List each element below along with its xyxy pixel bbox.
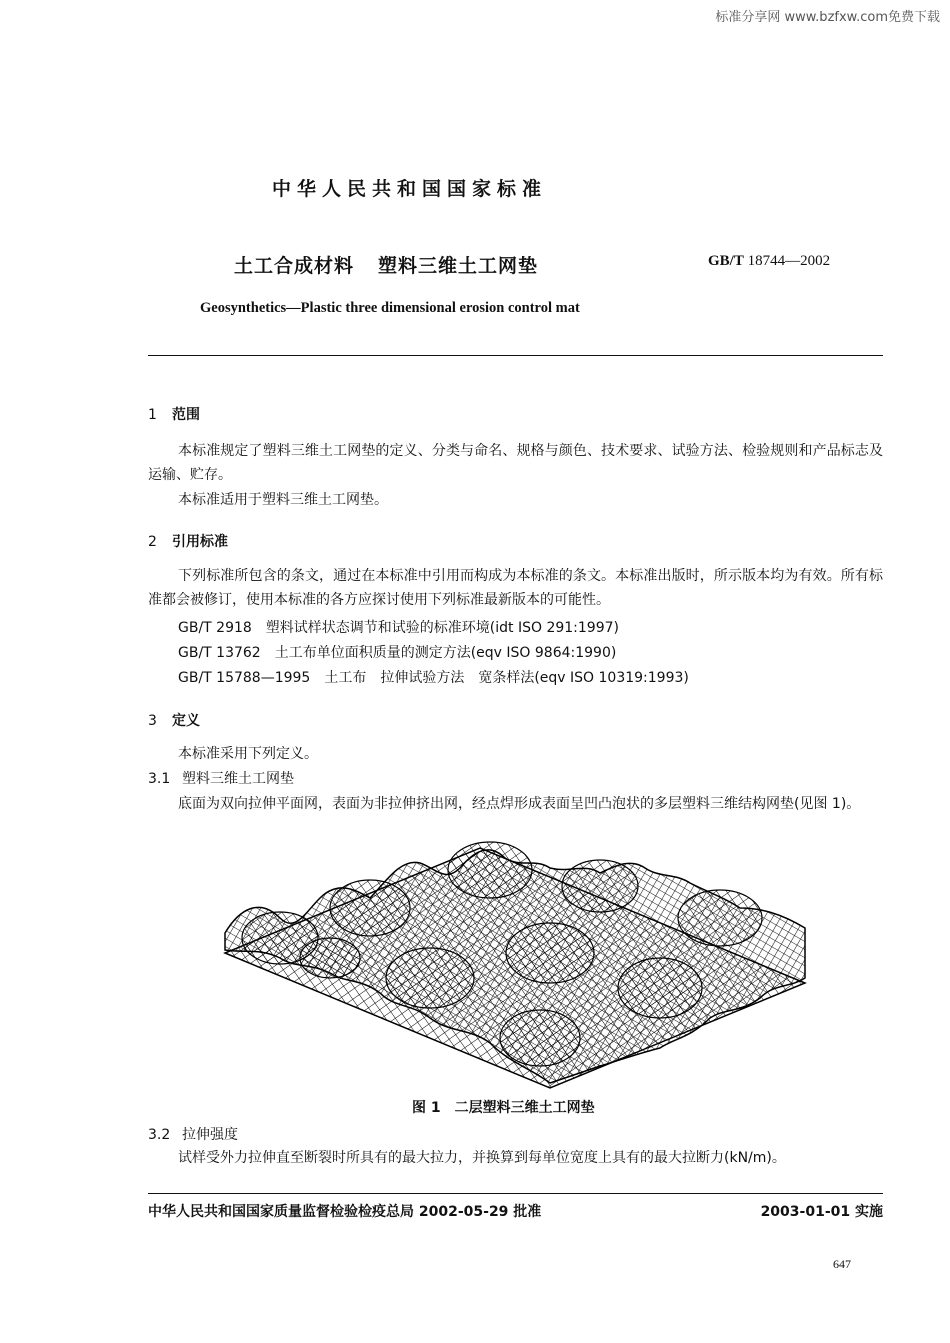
subsection-3-2-title: 拉伸强度 <box>182 1127 238 1143</box>
mat-bubble <box>506 923 594 983</box>
section-1-title: 范围 <box>172 407 200 423</box>
section-3-heading <box>148 710 200 730</box>
mat-bubble <box>386 948 474 1008</box>
section-2-heading <box>148 531 228 551</box>
reference-item: GB/T 2918 塑料试样状态调节和试验的标准环境(idt ISO 291:1997) <box>178 620 619 636</box>
section-3-number: 3 <box>148 713 157 729</box>
section-2-paragraph-1: 下列标准所包含的条文，通过在本标准中引用而构成为本标准的条文。本标准出版时，所示版本均为有效。所有标准都会被修订，使用本标准的各方应探讨使用下列标准最新版本的可能性。 <box>148 568 883 608</box>
section-2-number: 2 <box>148 534 157 550</box>
mat-bubble <box>448 842 532 898</box>
title-part-2: 塑料三维土工网垫 <box>378 255 539 277</box>
figure-3d-mat-illustration <box>220 838 810 1093</box>
document-title <box>234 251 538 278</box>
standard-code-prefix: GB/T <box>708 253 744 269</box>
mat-bubble <box>618 958 702 1018</box>
standard-code <box>708 253 830 270</box>
footer-divider <box>148 1193 883 1194</box>
effective-date: 2003-01-01 实施 <box>760 1204 883 1220</box>
title-part-1: 土工合成材料 <box>234 255 355 277</box>
mat-bubble <box>678 890 762 946</box>
section-2-title: 引用标准 <box>172 534 228 550</box>
section-1-number: 1 <box>148 407 157 423</box>
subsection-3-1-title: 塑料三维土工网垫 <box>182 771 294 787</box>
watermark-text: 标准分享网 www.bzfxw.com免费下载 <box>715 10 940 25</box>
section-1-heading <box>148 404 200 424</box>
section-1-paragraph-2: 本标准适用于塑料三维土工网垫。 <box>178 492 388 508</box>
mat-bubble <box>300 938 360 978</box>
national-standard-heading: 中华人民共和国国家标准 <box>272 178 548 200</box>
english-title: Geosynthetics—Plastic three dimensional erosion control mat <box>200 300 580 316</box>
figure-caption: 图 1 二层塑料三维土工网垫 <box>412 1100 595 1116</box>
section-3-title: 定义 <box>172 713 200 729</box>
mat-bubble <box>500 1010 580 1066</box>
mat-bubble <box>562 860 638 912</box>
reference-item: GB/T 13762 土工布单位面积质量的测定方法(eqv ISO 9864:1990) <box>178 645 617 661</box>
section-1-paragraph-1: 本标准规定了塑料三维土工网垫的定义、分类与命名、规格与颜色、技术要求、试验方法、检验规则和产品标志及运输、贮存。 <box>148 443 883 483</box>
approval-line: 中华人民共和国国家质量监督检验检疫总局 2002-05-29 批准 <box>148 1204 542 1220</box>
header-divider <box>148 355 883 356</box>
subsection-3-2-number: 3.2 <box>148 1127 171 1143</box>
subsection-3-1-text: 底面为双向拉伸平面网，表面为非拉伸挤出网，经点焊形成表面呈凹凸泡状的多层塑料三维结构网垫(见图 1)。 <box>178 796 861 812</box>
page-number: 647 <box>833 1257 851 1271</box>
subsection-3-1-number: 3.1 <box>148 771 171 787</box>
reference-item: GB/T 15788—1995 土工布 拉伸试验方法 宽条样法(eqv ISO 10319:1993) <box>178 670 689 686</box>
standard-code-number: 18744—2002 <box>747 253 831 269</box>
subsection-3-2-heading <box>148 1124 238 1144</box>
section-3-paragraph-1: 本标准采用下列定义。 <box>178 746 318 762</box>
subsection-3-1-heading <box>148 768 294 788</box>
mat-bubble <box>330 880 410 936</box>
subsection-3-2-text: 试样受外力拉伸直至断裂时所具有的最大拉力，并换算到每单位宽度上具有的最大拉断力(kN/m)。 <box>178 1150 786 1166</box>
